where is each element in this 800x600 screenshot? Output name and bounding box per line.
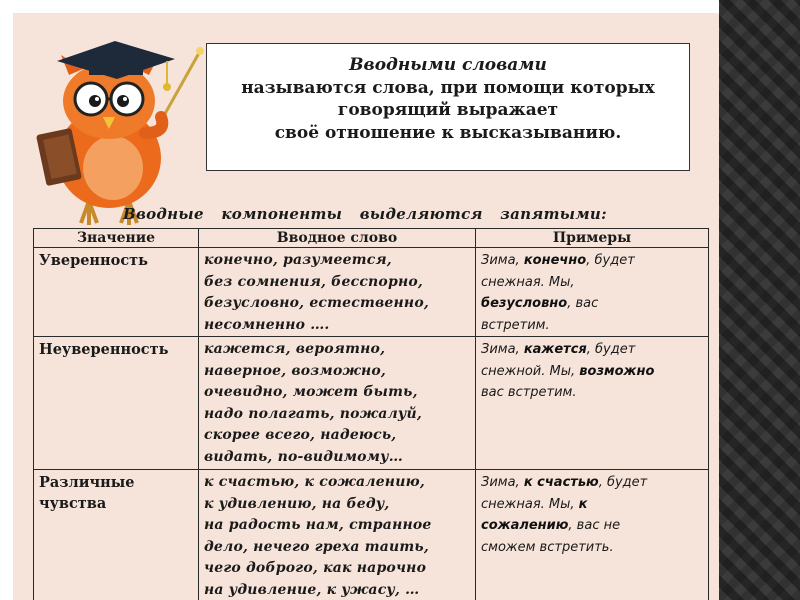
words-line: видать, по-видимому… [204,448,403,465]
highlighted-word: конечно [523,253,587,268]
table-row [34,248,709,337]
words-line: наверное, возможно, [204,362,386,379]
caption-word: запятыми: [500,205,607,223]
example-line: Зима, к счастью, будет [481,475,648,490]
words-line: скорее всего, надеюсь, [204,427,397,443]
definition-line: называются слова, при помощи которых [241,77,655,98]
words-line: надо полагать, пожалуй, [204,405,422,422]
meaning-cell [34,470,199,600]
meaning-cell [34,248,199,337]
example-cell [476,470,709,600]
words-line: дело, нечего греха таить, [204,538,429,555]
definition-line: говорящий выражает [337,100,559,120]
definition-line: своё отношение к высказыванию. [274,122,622,143]
example-line: снежной. Мы, возможно [481,363,655,379]
example-line: снежная. Мы, [481,274,575,290]
table-row [34,470,709,600]
words-cell [199,470,476,600]
example-line: вас встретим. [481,385,577,400]
example-line: сожалению, вас не [481,518,621,533]
example-line: встретим. [481,317,550,333]
example-line: безусловно, вас [481,296,599,311]
caption-word: компоненты [221,205,343,223]
highlighted-word: возможно [579,363,655,379]
words-cell [199,337,476,470]
definition-box [206,43,690,171]
table-header-row [34,229,709,248]
caption-word: выделяются [359,205,483,223]
words-cell [199,248,476,337]
meaning-text: чувства [39,495,107,512]
professor-owl-illustration [27,33,207,233]
meaning-text: Различные [39,474,135,491]
words-line: к счастью, к сожалению, [204,474,425,490]
words-line: чего доброго, как нарочно [204,560,427,576]
words-line: кажется, вероятно, [204,341,386,357]
column-header-meaning: Значение [34,229,199,248]
example-cell [476,248,709,337]
slide [13,13,719,600]
caption-word: Вводные [123,205,204,223]
table-caption [123,205,643,223]
highlighted-word: сожалению [481,518,569,533]
introductory-words-table [33,228,709,600]
example-line: снежная. Мы, к [481,496,588,512]
highlighted-word: кажется [523,342,587,357]
words-line: на удивление, к ужасу, … [204,581,420,598]
meaning-cell [34,337,199,470]
words-line: очевидно, может быть, [204,384,418,400]
side-decoration-pattern [719,0,800,600]
words-line: безусловно, естественно, [204,295,429,311]
column-header-word: Вводное слово [199,229,476,248]
example-line: Зима, конечно, будет [481,253,635,268]
words-line: конечно, разумеется, [204,252,392,268]
example-line: Зима, кажется, будет [481,342,636,357]
highlighted-word: безусловно [481,296,568,311]
meaning-text: Уверенность [39,252,148,269]
table-row [34,337,709,470]
words-line: несомненно …. [204,316,330,333]
words-line: к удивлению, на беду, [204,495,390,512]
words-line: без сомнения, бесспорно, [204,273,423,290]
meaning-text: Неуверенность [39,341,169,358]
highlighted-word: к [578,496,588,512]
example-line: сможем встретить. [481,539,614,555]
definition-term: Вводными словами [349,55,547,75]
column-header-examples: Примеры [476,229,709,248]
words-line: на радость нам, странное [204,517,432,533]
highlighted-word: к счастью [523,475,599,490]
example-cell [476,337,709,470]
